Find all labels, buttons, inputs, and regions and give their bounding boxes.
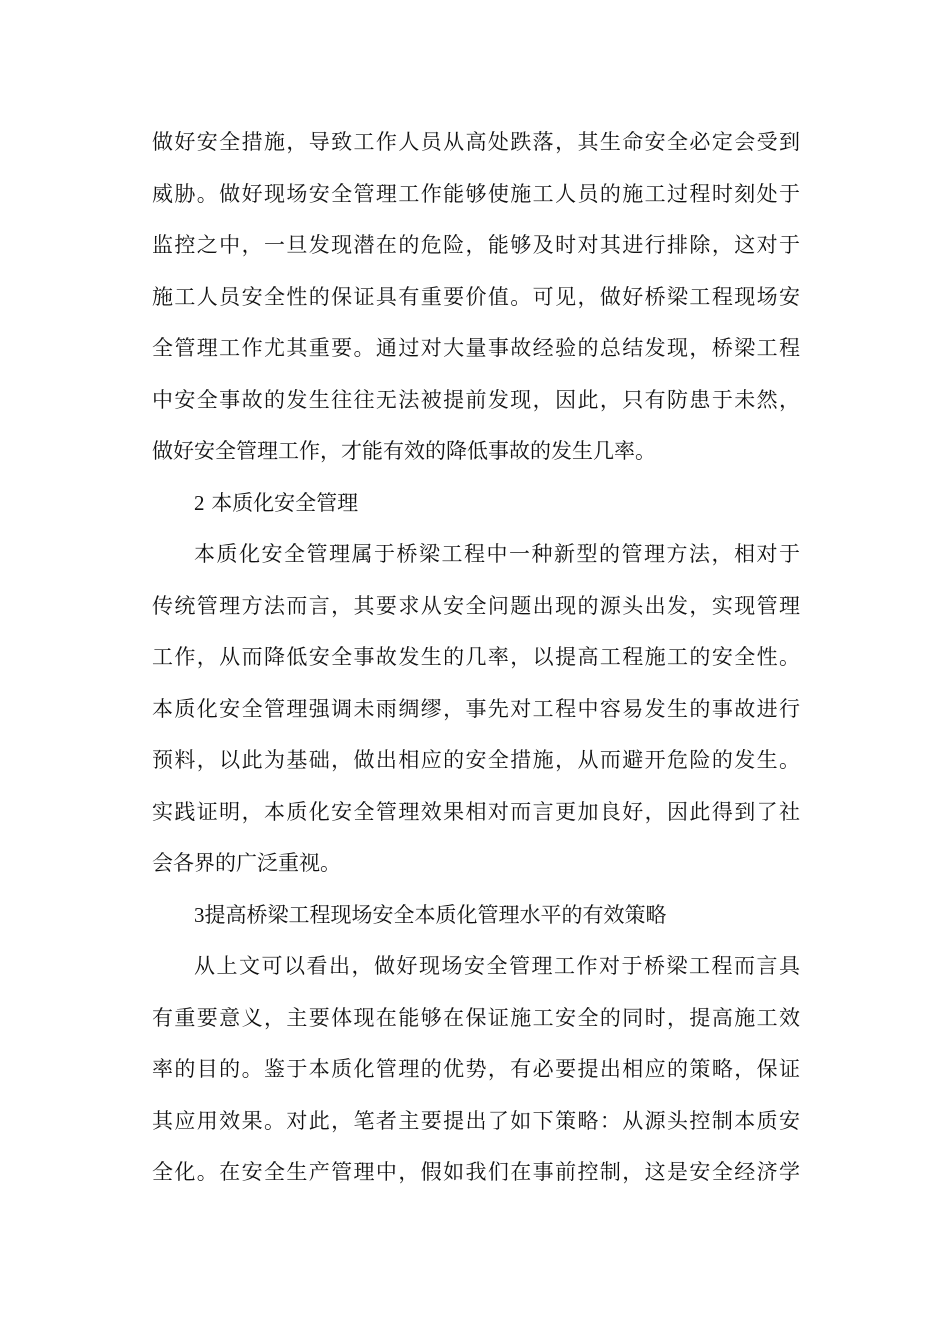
paragraph-1	[152, 117, 800, 478]
paragraph-2	[152, 529, 800, 890]
text-line: 监控之中，一旦发现潜在的危险，能够及时对其进行排除，这对于	[152, 233, 800, 257]
text-line: 实践证明，本质化安全管理效果相对而言更加良好，因此得到了社	[152, 799, 800, 824]
text-line: 做好安全管理工作，才能有效的降低事故的发生几率。	[152, 439, 656, 463]
section-heading-3	[152, 890, 800, 942]
text-line: 做好安全措施，导致工作人员从高处跌落，其生命安全必定会受到	[152, 130, 800, 154]
text-line: 施工人员安全性的保证具有重要价值。可见，做好桥梁工程现场安	[152, 284, 800, 309]
text-line: 其应用效果。对此，笔者主要提出了如下策略：从源头控制本质安	[152, 1108, 800, 1133]
text-line: 本质化安全管理属于桥梁工程中一种新型的管理方法，相对于	[194, 542, 800, 566]
section-title: 本质化安全管理	[211, 490, 359, 515]
text-line: 会各界的广泛重视。	[152, 851, 341, 875]
section-number: 2	[194, 490, 205, 515]
text-line: 率的目的。鉴于本质化管理的优势，有必要提出相应的策略，保证	[152, 1057, 800, 1081]
text-line: 全化。在安全生产管理中，假如我们在事前控制，这是安全经济学	[152, 1160, 800, 1184]
text-line: 全管理工作尤其重要。通过对大量事故经验的总结发现，桥梁工程	[152, 336, 800, 360]
text-line: 威胁。做好现场安全管理工作能够使施工人员的施工过程时刻处于	[152, 181, 800, 206]
text-line: 有重要意义，主要体现在能够在保证施工安全的同时，提高施工效	[152, 1005, 800, 1030]
text-line: 从上文可以看出，做好现场安全管理工作对于桥梁工程而言具	[194, 954, 800, 978]
paragraph-3	[152, 941, 800, 1199]
text-line: 中安全事故的发生往往无法被提前发现，因此，只有防患于未然，	[152, 387, 800, 412]
text-line: 传统管理方法而言，其要求从安全问题出现的源头出发，实现管理	[152, 593, 800, 618]
section-number: 3	[194, 902, 205, 927]
text-line: 本质化安全管理强调未雨绸缪，事先对工程中容易发生的事故进行	[152, 696, 800, 721]
section-title: 提高桥梁工程现场安全本质化管理水平的有效策略	[204, 902, 667, 927]
section-heading-2	[152, 478, 800, 530]
document-page	[152, 117, 800, 1199]
text-line: 工作，从而降低安全事故发生的几率，以提高工程施工的安全性。	[152, 645, 800, 669]
text-line: 预料，以此为基础，做出相应的安全措施，从而避开危险的发生。	[152, 748, 800, 772]
